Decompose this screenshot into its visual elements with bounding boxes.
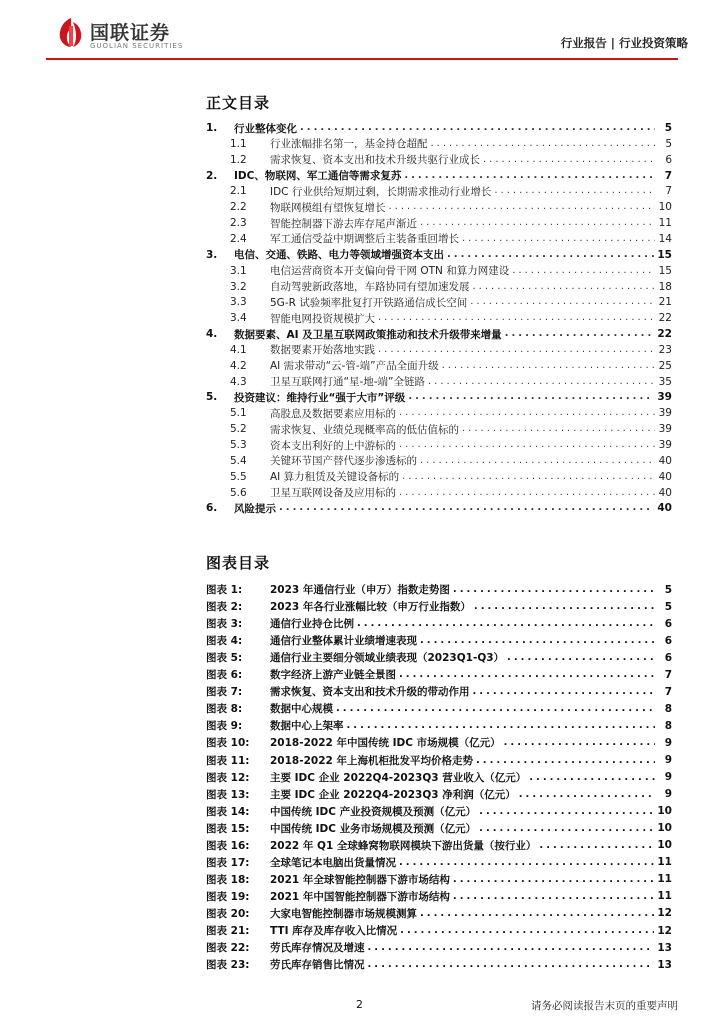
toc-number: 1.1 (230, 137, 247, 150)
toc-section-link[interactable] (230, 264, 672, 278)
figures-title: 图表目录 (206, 554, 271, 572)
toc-number: 5. (206, 391, 218, 404)
toc-section-link[interactable] (230, 438, 672, 452)
figure-page: 8 (664, 702, 672, 715)
figure-link[interactable] (206, 940, 672, 955)
figure-leader (474, 599, 655, 614)
toc-leader (447, 248, 654, 262)
figure-link[interactable] (206, 735, 672, 750)
toc-section-link[interactable] (230, 153, 672, 167)
toc-section-link[interactable] (230, 454, 672, 468)
toc-chapter-link[interactable] (206, 390, 672, 404)
toc-text: 需求恢复、资本支出和技术升级共驱行业成长 (270, 154, 480, 167)
figure-page: 11 (657, 856, 672, 869)
toc-section-link[interactable] (230, 486, 672, 500)
figure-leader (479, 804, 654, 819)
logo-icon (58, 16, 84, 48)
figure-leader (453, 889, 654, 904)
figure-page: 9 (664, 771, 672, 784)
toc-section-link[interactable] (230, 232, 672, 246)
figure-label: 图表 2: (206, 601, 243, 614)
toc-number: 5.5 (230, 470, 247, 483)
figure-page: 9 (664, 736, 672, 749)
toc-text: 自动驾驶新政落地，车路协同有望加速发展 (270, 281, 470, 293)
toc-section-link[interactable] (230, 184, 672, 198)
toc-text: 资本支出利好的上中游标的 (270, 439, 396, 452)
toc-text: 风险提示 (234, 502, 276, 515)
toc-text: 关键环节国产替代逐步渗透标的 (270, 455, 417, 468)
toc-page: 6 (665, 153, 672, 166)
toc-page: 35 (658, 375, 672, 388)
figure-label: 图表 1: (206, 584, 243, 596)
company-logo (58, 16, 188, 56)
toc-number: 2.2 (230, 201, 247, 214)
figure-page: 5 (664, 600, 672, 613)
toc-page: 7 (664, 169, 672, 182)
toc-leader (399, 406, 655, 420)
toc-text: 物联网模组有望恢复增长 (270, 201, 386, 214)
toc-page: 15 (658, 264, 672, 277)
toc-text: 5G-R 试验频率批复打开铁路通信成长空间 (270, 296, 468, 309)
toc-page: 39 (658, 439, 672, 451)
toc-leader (494, 184, 655, 198)
figure-label: 图表 7: (206, 686, 243, 699)
figure-label: 图表 6: (206, 669, 243, 682)
figure-link[interactable] (206, 582, 672, 597)
figure-link[interactable] (206, 787, 672, 802)
toc-number: 5.4 (230, 454, 247, 467)
figure-text: 通信行业主要细分领域业绩表现（2023Q1-Q3） (270, 652, 505, 665)
header-divider (46, 58, 678, 60)
toc-leader (473, 280, 656, 294)
figure-page: 7 (664, 685, 672, 698)
figure-text: 2021 年全球智能控制器下游市场结构 (270, 873, 450, 886)
figure-label: 图表 5: (206, 652, 243, 665)
figure-link[interactable] (206, 906, 672, 921)
toc-page: 11 (658, 217, 672, 230)
toc-text: 投资建议：维持行业“强于大市”评级 (234, 391, 406, 404)
toc-leader (378, 311, 655, 325)
toc-leader (300, 121, 655, 135)
figure-link[interactable] (206, 633, 672, 648)
toc-page: 18 (658, 280, 672, 293)
toc-section-link[interactable] (230, 280, 672, 294)
toc-leader (404, 169, 655, 183)
toc-page: 14 (658, 232, 672, 245)
figure-link[interactable] (206, 872, 672, 887)
toc-section-link[interactable] (230, 295, 672, 309)
figure-link[interactable] (206, 684, 672, 699)
figure-text: 2022 年 Q1 全球蜂窝物联网模块下游出货量（按行业） (270, 839, 537, 852)
disclaimer-note: 请务必阅读报告末页的重要声明 (531, 1000, 678, 1012)
figure-leader (519, 787, 655, 802)
figure-text: 中国传统 IDC 产业投资规模及预测（亿元） (270, 805, 477, 818)
toc-title: 正文目录 (206, 94, 271, 112)
toc-number: 2.4 (230, 232, 247, 245)
toc-number: 4. (206, 328, 218, 341)
toc-section-link[interactable] (230, 137, 672, 151)
toc-section-link[interactable] (230, 311, 672, 325)
figure-label: 图表 9: (206, 720, 243, 733)
figure-label: 图表 19: (206, 890, 250, 903)
report-category: 行业报告 | 行业投资策略 (560, 36, 688, 50)
figure-text: 2023 年各行业涨幅比较（申万行业指数） (270, 601, 471, 614)
toc-text: 电信运营商资本开支偏向骨干网 OTN 和算力网建设 (270, 265, 510, 278)
figure-link[interactable] (206, 616, 672, 631)
figure-leader (479, 821, 654, 836)
figure-page: 10 (657, 805, 672, 818)
toc-leader (431, 137, 656, 151)
toc-leader (378, 343, 655, 357)
toc-section-link[interactable] (230, 406, 672, 420)
toc-leader (512, 264, 655, 278)
toc-leader (402, 470, 655, 484)
figure-leader (539, 838, 654, 853)
toc-number: 1.2 (230, 153, 247, 166)
toc-text: 需求恢复、业绩兑现概率高的低估值标的 (270, 423, 459, 436)
figure-page: 11 (657, 873, 672, 886)
toc-text: AI 算力租赁及关键设备标的 (270, 471, 400, 484)
toc-page: 40 (657, 502, 672, 515)
figure-text: 大家电智能控制器市场规模测算 (270, 907, 417, 920)
figure-leader (399, 855, 654, 870)
toc-page: 39 (658, 423, 672, 436)
toc-leader (462, 422, 655, 436)
figure-label: 图表 18: (206, 873, 250, 886)
toc-page: 10 (658, 201, 672, 214)
figure-leader (420, 906, 654, 921)
toc-text: 电信、交通、铁路、电力等领域增强资本支出 (234, 249, 444, 262)
toc-section-link[interactable] (230, 216, 672, 230)
toc-number: 5.2 (230, 423, 247, 436)
figure-leader (400, 923, 654, 938)
figure-text: 通信行业整体累计业绩增速表现 (270, 635, 417, 648)
figure-text: 通信行业持仓比例 (270, 618, 354, 631)
toc-number: 3.2 (230, 280, 247, 293)
toc-leader (399, 486, 655, 500)
figure-page: 5 (664, 583, 672, 596)
figure-link[interactable] (206, 650, 672, 665)
toc-section-link[interactable] (230, 470, 672, 484)
figure-link[interactable] (206, 718, 672, 733)
figure-page: 6 (664, 617, 672, 630)
toc-leader (462, 232, 655, 246)
figure-label: 图表 20: (206, 907, 250, 920)
toc-chapter-link[interactable] (206, 169, 672, 183)
toc-number: 2.1 (230, 185, 247, 198)
toc-chapter-link[interactable] (206, 327, 672, 341)
figure-label: 图表 3: (206, 618, 243, 631)
toc-number: 4.3 (230, 375, 247, 388)
toc-chapter-link[interactable] (206, 248, 672, 262)
figure-link[interactable] (206, 770, 672, 785)
figure-leader (347, 718, 656, 733)
figure-link[interactable] (206, 804, 672, 819)
figure-page: 6 (664, 634, 672, 647)
figure-leader (453, 872, 654, 887)
figure-leader (453, 582, 655, 597)
figure-leader (368, 940, 655, 955)
figure-text: 数据中心上架率 (270, 720, 344, 733)
toc-number: 2.3 (230, 217, 247, 230)
toc-number: 1. (206, 122, 218, 134)
figure-link[interactable] (206, 889, 672, 904)
figure-text: 2023 年通信行业（申万）指数走势图 (270, 584, 450, 596)
figure-link[interactable] (206, 838, 672, 853)
figure-page: 12 (657, 924, 672, 937)
figure-leader (507, 650, 655, 665)
toc-leader (442, 359, 655, 373)
toc-text: 军工通信受益中期调整后主装备重回增长 (270, 233, 459, 246)
toc-section-link[interactable] (230, 200, 672, 214)
figure-leader (504, 735, 655, 750)
figure-label: 图表 22: (206, 942, 250, 955)
figure-text: 2021 年中国智能控制器下游市场结构 (270, 890, 450, 903)
figure-page: 11 (657, 890, 672, 903)
figure-text: 主要 IDC 企业 2022Q4-2023Q3 营业收入（亿元） (270, 771, 527, 784)
figure-label: 图表 12: (206, 771, 250, 784)
figure-label: 图表 8: (206, 703, 243, 716)
figure-leader (529, 770, 655, 785)
toc-number: 3.3 (230, 296, 247, 309)
figure-text: TTI 库存及库存收入比情况 (270, 925, 398, 937)
toc-page: 22 (657, 328, 672, 341)
figure-page: 9 (664, 788, 672, 801)
figure-leader (357, 616, 655, 631)
figure-page: 13 (657, 941, 672, 954)
figure-text: 数字经济上游产业链全景图 (270, 669, 396, 682)
toc-text: 智能控制器下游去库存尾声渐近 (270, 217, 417, 230)
figure-label: 图表 17: (206, 856, 250, 869)
toc-page: 7 (665, 185, 672, 198)
figure-label: 图表 13: (206, 788, 250, 801)
figure-leader (476, 753, 655, 768)
figure-text: 中国传统 IDC 业务市场规模及预测（亿元） (270, 822, 477, 835)
toc-page: 22 (658, 312, 672, 325)
figure-page: 8 (664, 719, 672, 732)
figure-label: 图表 21: (206, 925, 250, 937)
figure-label: 图表 23: (206, 959, 250, 972)
toc-number: 6. (206, 502, 218, 515)
toc-section-link[interactable] (230, 422, 672, 436)
toc-section-link[interactable] (230, 343, 672, 357)
toc-section-link[interactable] (230, 359, 672, 373)
page-header (0, 0, 724, 60)
toc-leader (420, 216, 655, 230)
toc-page: 39 (657, 391, 672, 404)
toc-leader (420, 454, 655, 468)
figure-page: 6 (664, 651, 672, 664)
figure-page: 10 (657, 839, 672, 852)
figure-text: 数据中心规模 (270, 703, 333, 716)
figure-text: 需求恢复、资本支出和技术升级的带动作用 (270, 686, 470, 699)
figure-text: 2018-2022 年中国传统 IDC 市场规模（亿元） (270, 737, 501, 750)
toc-number: 4.2 (230, 359, 247, 372)
figure-text: 主要 IDC 企业 2022Q4-2023Q3 净利润（亿元） (270, 788, 516, 801)
toc-page: 40 (658, 454, 672, 467)
toc-number: 3.1 (230, 264, 247, 277)
toc-leader (505, 327, 655, 341)
toc-page: 15 (657, 248, 672, 261)
toc-text: IDC、物联网、军工通信等需求复苏 (234, 170, 402, 183)
toc-text: 高股息及数据要素应用标的 (270, 407, 396, 420)
figure-link[interactable] (206, 667, 672, 682)
figure-label: 图表 16: (206, 839, 250, 852)
figure-link[interactable] (206, 855, 672, 870)
figure-page: 13 (657, 958, 672, 971)
figure-label: 图表 4: (206, 635, 243, 648)
page-number: 2 (356, 998, 363, 1011)
figure-link[interactable] (206, 753, 672, 768)
toc-number: 2. (206, 169, 218, 182)
figure-leader (420, 633, 655, 648)
toc-leader (428, 375, 655, 389)
toc-leader (483, 153, 655, 167)
toc-leader (399, 438, 655, 452)
toc-text: IDC 行业供给短期过剩，长期需求推动行业增长 (270, 185, 492, 198)
figure-page: 7 (664, 668, 672, 681)
figure-label: 图表 14: (206, 805, 250, 818)
toc-page: 5 (664, 122, 672, 134)
toc-text: AI 需求带动“云-管-端”产品全面升级 (270, 360, 439, 373)
figure-label: 图表 10: (206, 737, 250, 750)
toc-page: 25 (658, 359, 672, 372)
figure-text: 2018-2022 年上海机柜批发平均价格走势 (270, 754, 473, 767)
toc-text: 数据要素、AI 及卫星互联网政策推动和技术升级带来增量 (234, 328, 502, 341)
figure-text: 劳氏库存情况及增速 (270, 942, 365, 955)
figure-label: 图表 11: (206, 754, 250, 767)
toc-page: 5 (665, 137, 672, 150)
logo-en-text: GUOLIAN SECURITIES (90, 42, 184, 50)
logo-cn-text: 国联证券 (90, 22, 171, 44)
toc-page: 40 (658, 486, 672, 499)
toc-text: 卫星互联网打通“星-地-端”全链路 (270, 376, 425, 389)
figure-link[interactable] (206, 821, 672, 836)
toc-leader (389, 200, 656, 214)
figure-leader (473, 684, 656, 699)
toc-chapter-link[interactable] (206, 501, 672, 515)
figure-text: 全球笔记本电脑出货量情况 (270, 856, 396, 869)
figure-text: 劳氏库存销售比情况 (270, 959, 365, 972)
figure-page: 9 (664, 754, 672, 766)
toc-number: 5.6 (230, 486, 247, 499)
toc-page: 21 (658, 296, 672, 309)
figure-label: 图表 15: (206, 822, 250, 835)
figure-leader (368, 957, 655, 972)
figure-leader (336, 701, 655, 716)
toc-text: 卫星互联网设备及应用标的 (270, 487, 396, 500)
figure-link[interactable] (206, 957, 672, 972)
toc-section-link[interactable] (230, 375, 672, 389)
toc-text: 数据要素开始落地实践 (270, 344, 375, 357)
toc-page: 39 (658, 407, 672, 420)
toc-text: 智能电网投资规模扩大 (270, 312, 375, 325)
toc-number: 4.1 (230, 343, 247, 356)
toc-chapter-link[interactable] (206, 121, 672, 135)
toc-leader (470, 295, 655, 309)
toc-number: 3.4 (230, 312, 247, 325)
toc-leader (279, 501, 654, 515)
figure-page: 12 (657, 907, 672, 920)
toc-page: 23 (658, 343, 672, 356)
toc-number: 5.3 (230, 439, 247, 451)
toc-leader (408, 390, 654, 404)
toc-text: 行业涨幅排名第一，基金持仓超配 (270, 138, 428, 151)
figure-page: 10 (657, 822, 672, 835)
toc-text: 行业整体变化 (234, 122, 297, 135)
figure-link[interactable] (206, 923, 672, 938)
figure-leader (399, 667, 655, 682)
toc-number: 5.1 (230, 407, 247, 420)
figure-link[interactable] (206, 701, 672, 716)
figure-link[interactable] (206, 599, 672, 614)
toc-page: 40 (658, 470, 672, 483)
toc-number: 3. (206, 248, 218, 261)
